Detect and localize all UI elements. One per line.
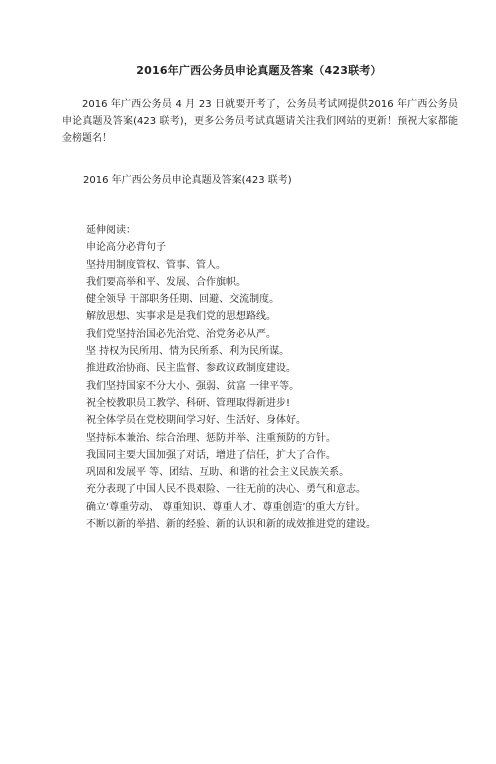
subheading: 2016 年广西公务员申论真题及答案(423 联考) <box>83 175 292 186</box>
sentence-line: 健全领导 干部职务任期、回避、交流制度。 <box>86 294 280 306</box>
document-page <box>0 62 496 764</box>
sentence-line: 申论高分必背句子 <box>86 242 166 254</box>
sentence-line: 坚持用制度管权、管事、管人。 <box>86 259 226 271</box>
reading-label: 延伸阅读： <box>86 225 136 236</box>
sentence-line: 我国同主要大国加强了对话，增进了信任，扩大了合作。 <box>86 449 336 461</box>
sentence-line: 我们坚持国家不分大小、强弱、贫富 一律平等。 <box>86 380 300 392</box>
sentence-line: 我们党坚持治国必先治党、治党务必从严。 <box>86 328 276 340</box>
sentence-line: 祝全校教职员工教学、科研、管理取得新进步! <box>86 397 291 409</box>
sentence-line: 坚 持权为民所用、情为民所系、利为民所谋。 <box>86 346 290 358</box>
extended-reading-section <box>86 222 440 533</box>
sentence-line: 不断以新的举措、新的经验、新的认识和新的成效推进党的建设。 <box>86 519 376 531</box>
sentence-line: 祝全体学员在党校期间学习好、生活好、身体好。 <box>86 415 306 427</box>
sentence-line: 推进政治协商、民主监督、参政议政制度建设。 <box>86 363 296 375</box>
sentence-line: 确立‘尊重劳动、 尊重知识、尊重人才、尊重创造’的重大方针。 <box>86 501 366 513</box>
sentence-line: 坚持标本兼治、综合治理、惩防并举、注重预防的方针。 <box>86 432 336 444</box>
sentence-line: 解放思想、实事求是是我们党的思想路线。 <box>86 311 276 323</box>
sentence-line: 巩固和发展平 等、团结、互助、和谐的社会主义民族关系。 <box>86 467 350 479</box>
sentence-line: 我们要高举和平、发展、合作旗帜。 <box>86 276 246 288</box>
sentence-line: 充分表现了中国人民不畏艰险、一往无前的决心、勇气和意志。 <box>86 484 366 496</box>
document-title: 2016年广西公务员申论真题及答案（423联考） <box>136 64 382 77</box>
intro-paragraph: 2016 年广西公务员 4 月 23 日就要开考了，公务员考试网提供2016 年广西公务员申论真题及答案(423 联考)，更多公务员考试真题请关注我们网站的更新！预祝大家都能金榜题名！ <box>62 99 458 144</box>
